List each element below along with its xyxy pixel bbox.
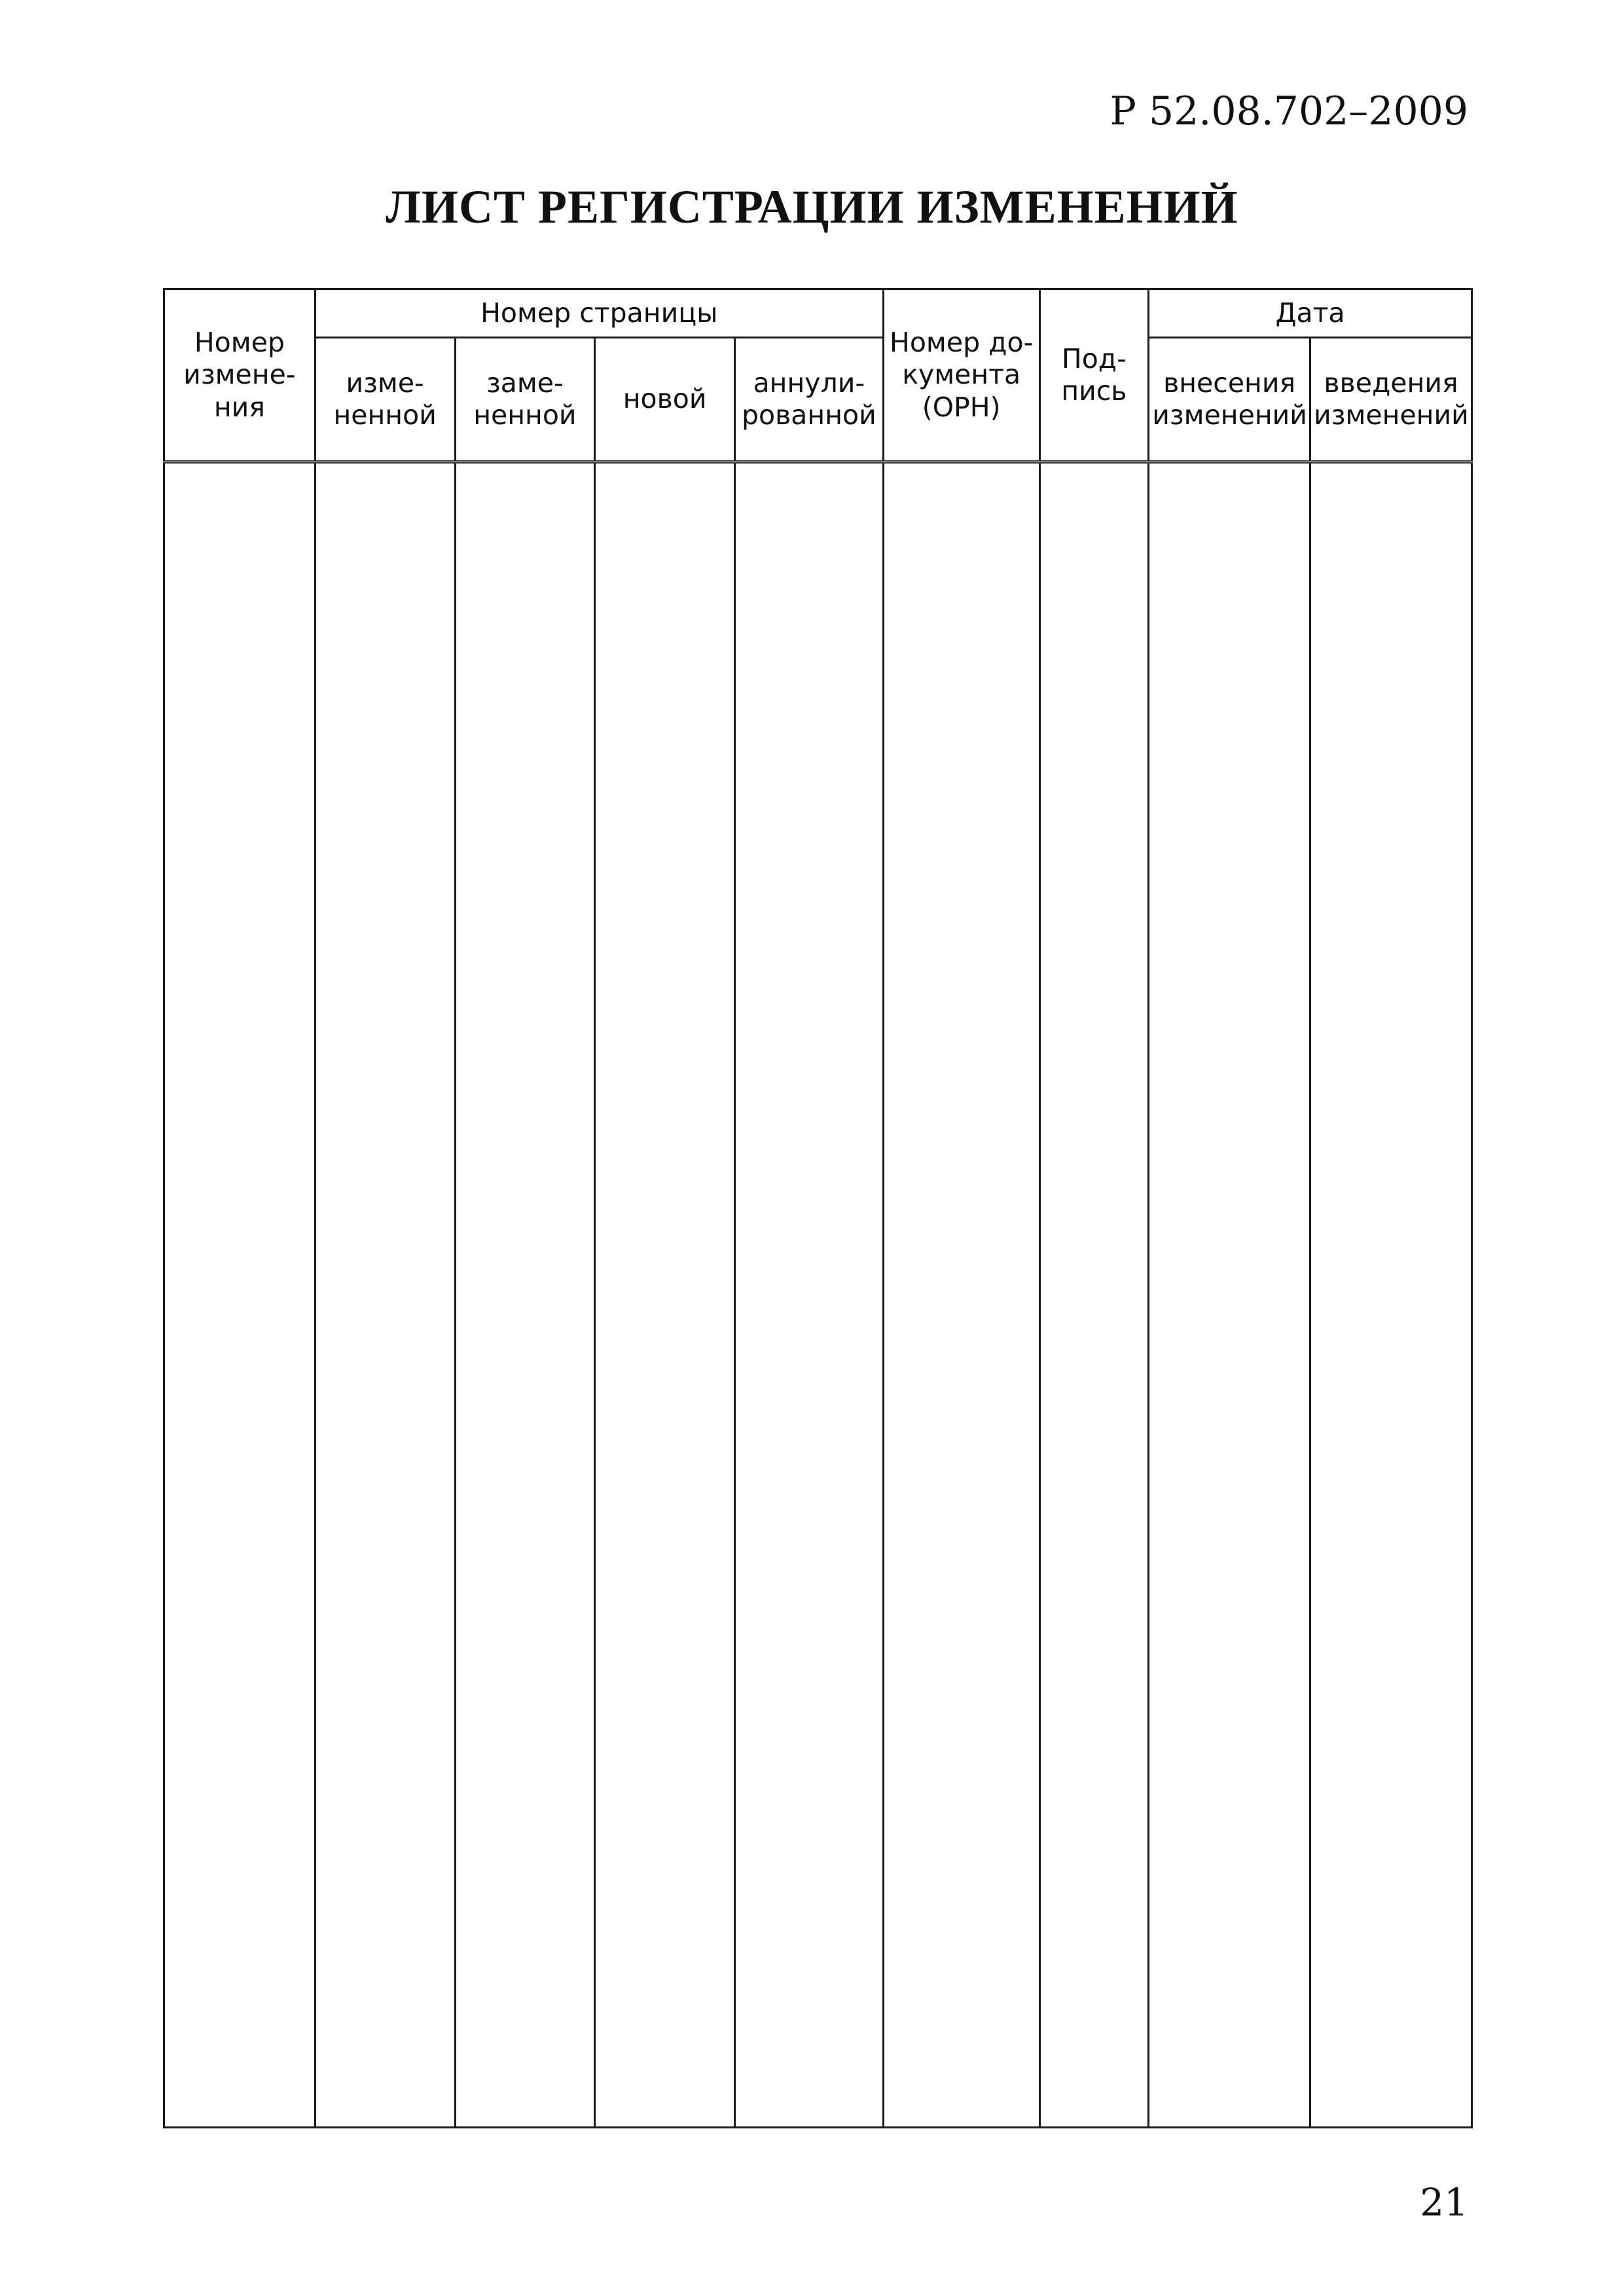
cell-page-changed xyxy=(315,462,455,2128)
cell-page-new xyxy=(595,462,735,2128)
header-page-changed: изме- ненной xyxy=(315,338,455,462)
cell-signature xyxy=(1039,462,1149,2128)
header-change-number: Номер измене- ния xyxy=(164,289,316,462)
header-page-replaced: заме- ненной xyxy=(455,338,595,462)
change-registration-table xyxy=(163,288,1473,2128)
page-number: 21 xyxy=(1420,2180,1468,2225)
cell-date-effect xyxy=(1310,462,1472,2128)
header-date-group: Дата xyxy=(1149,289,1472,338)
table-row xyxy=(164,462,1472,2128)
header-signature: Под- пись xyxy=(1039,289,1149,462)
cell-change-number xyxy=(164,462,316,2128)
document-code: Р 52.08.702–2009 xyxy=(1110,88,1468,134)
header-date-entry: внесения изменений xyxy=(1149,338,1310,462)
header-page-annulled: аннули- рованной xyxy=(735,338,884,462)
cell-date-entry xyxy=(1149,462,1310,2128)
header-document-number: Номер до- кумента (ОРН) xyxy=(883,289,1039,462)
header-page-new: новой xyxy=(595,338,735,462)
cell-page-replaced xyxy=(455,462,595,2128)
page-title: ЛИСТ РЕГИСТРАЦИИ ИЗМЕНЕНИЙ xyxy=(386,181,1238,233)
header-page-number-group: Номер страницы xyxy=(315,289,883,338)
header-date-effect: введения изменений xyxy=(1310,338,1472,462)
cell-page-annulled xyxy=(735,462,884,2128)
cell-document-number xyxy=(883,462,1039,2128)
